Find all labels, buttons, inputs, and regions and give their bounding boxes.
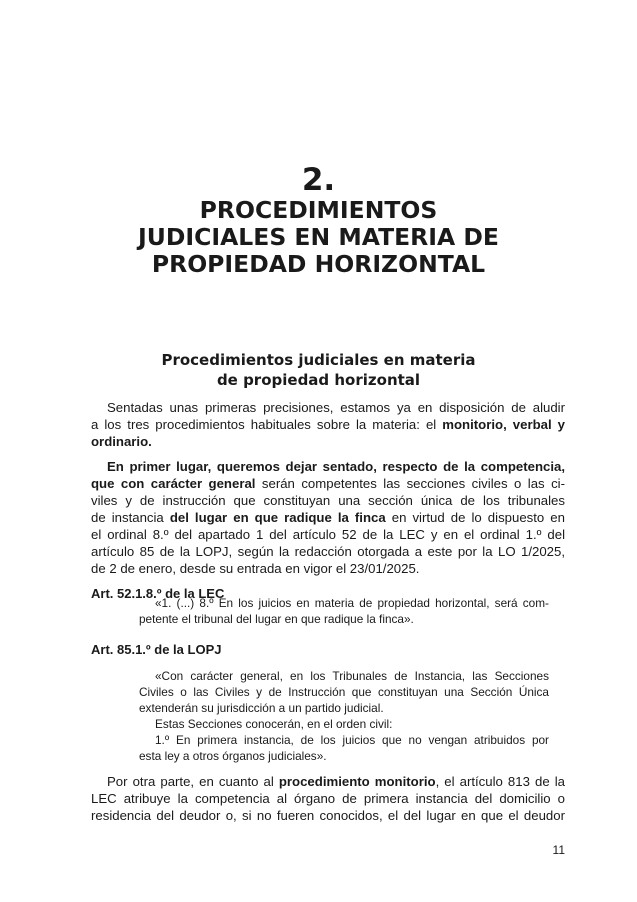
paragraph-2-line: viles y de instrucción que constituyan una sección única de los tribunales [91, 493, 565, 508]
article-85-quote-line: 1.º En primera instancia, de los juicios que no vengan atribuidos por [155, 733, 549, 747]
article-85-quote-line: extenderán su jurisdicción a un partido judicial. [139, 701, 384, 715]
paragraph-2-line: artículo 85 de la LOPJ, según la redacción otorgada a este por la LO 1/2025, [91, 544, 565, 559]
paragraph-2-line: el ordinal 8.º del apartado 1 del artículo 52 de la LEC y en el ordinal 1.º del [91, 527, 565, 542]
article-85-quote-line: «Con carácter general, en los Tribunales de Instancia, las Secciones [155, 669, 549, 683]
article-52-quote-line: petente el tribunal del lugar en que radique la finca». [139, 612, 414, 626]
article-85-heading: Art. 85.1.º de la LOPJ [91, 642, 222, 657]
section-heading-line: Procedimientos judiciales en materia [161, 351, 476, 369]
section-heading [80, 350, 557, 390]
paragraph-3-line: Por otra parte, en cuanto al procedimiento monitorio, el artículo 813 de la [107, 774, 565, 789]
chapter-title-line: JUDICIALES EN MATERIA DE [138, 223, 499, 251]
article-85-quote-line: esta ley a otros órganos judiciales». [139, 749, 327, 763]
article-85-quote-line: Civiles o las Civiles y de Instrucción que constituyan una Sección Única [139, 685, 549, 699]
chapter-title-line: PROCEDIMIENTOS [199, 196, 438, 224]
article-52-heading: Art. 52.1.8.º de la LEC [91, 586, 225, 601]
page-number: 11 [552, 843, 565, 857]
chapter-title-line: PROPIEDAD HORIZONTAL [151, 250, 486, 278]
chapter-title [60, 197, 577, 278]
paragraph-2-line: que con carácter general serán competentes las secciones civiles o las ci- [91, 476, 565, 491]
chapter-number: 2. [301, 162, 336, 198]
paragraph-1-line: Sentadas unas primeras precisiones, estamos ya en disposición de aludir [107, 400, 565, 415]
paragraph-3-line: residencia del deudor o, si no fueren conocidos, el del lugar en que el deudor [91, 808, 565, 823]
paragraph-2-line: de 2 de enero, desde su entrada en vigor el 23/01/2025. [91, 561, 420, 576]
paragraph-1-line: ordinario. [91, 434, 152, 449]
section-heading-line: de propiedad horizontal [216, 371, 421, 389]
article-52-quote-line: «1. (...) 8.º En los juicios en materia de propiedad horizontal, será com- [155, 596, 549, 610]
article-85-quote-line: Estas Secciones conocerán, en el orden civil: [155, 717, 393, 731]
paragraph-1-line: a los tres procedimientos habituales sobre la materia: el monitorio, verbal y [91, 417, 566, 432]
paragraph-2-line: de instancia del lugar en que radique la finca en virtud de lo dispuesto en [91, 510, 565, 525]
paragraph-3-line: LEC atribuye la competencia al órgano de primera instancia del domicilio o [91, 791, 565, 806]
paragraph-2-line: En primer lugar, queremos dejar sentado, respecto de la competencia, [107, 459, 565, 474]
